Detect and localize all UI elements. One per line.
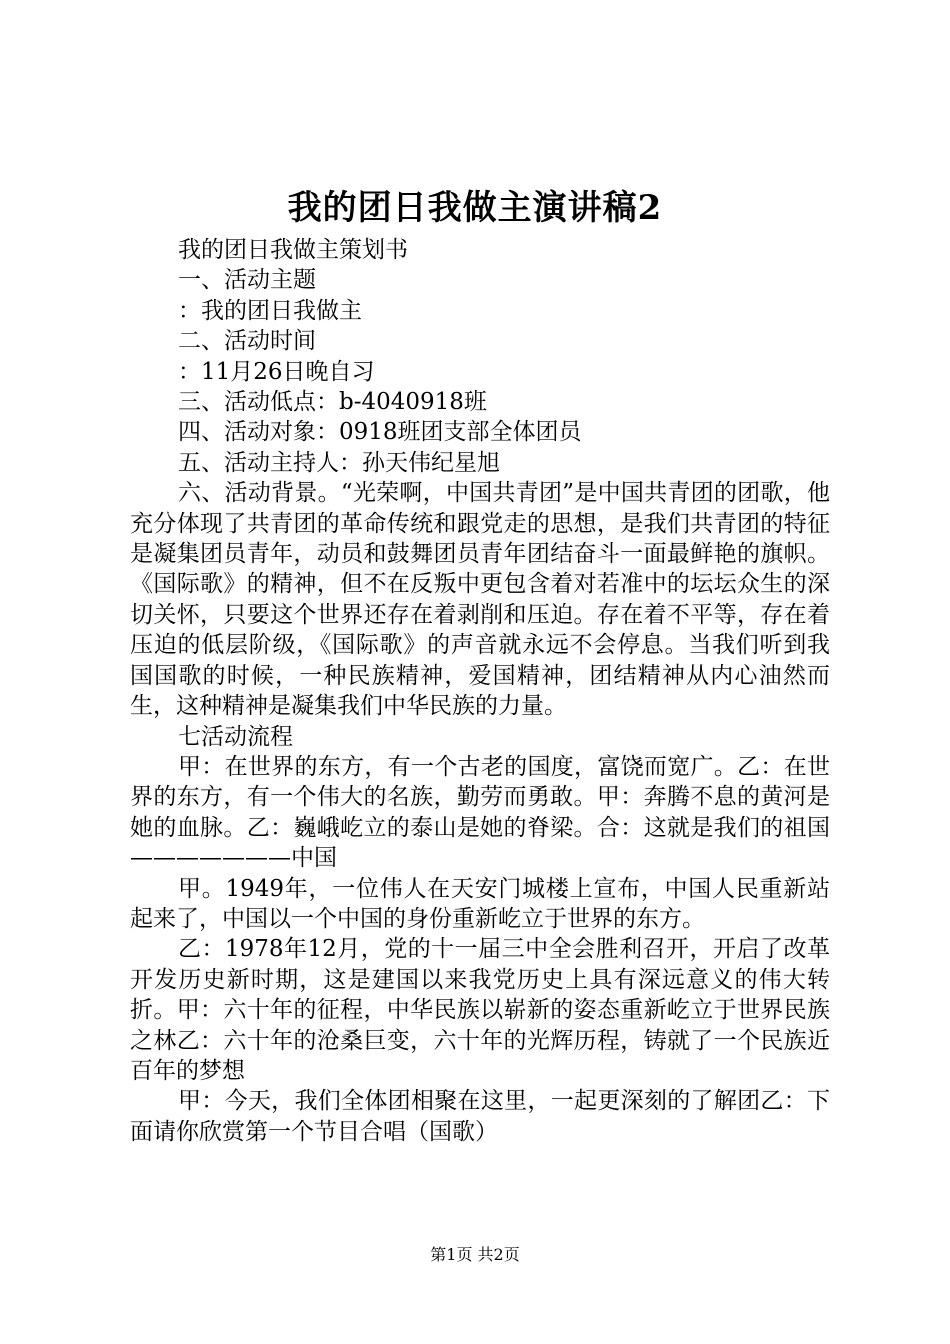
paragraph-background: 六、活动背景。“光荣啊，中国共青团”是中国共青团的团歌，他充分体现了共青团的革命传统和跟党走的思想，是我们共青团的特征是凝集团员青年，动员和鼓舞团员青年团结奋斗一面最鲜艳的旗帜。《国际歌》的精神，但不在反叛中更包含着对若准中的坛坛众生的深切关怀，只要这个世界还存在着剥削和压迫。存在着不平等，存在着压迫的低层阶级，《国际歌》的声音就永远不会停息。当我们听到我国国歌的时候，一种民族精神，爱国精神，团结精神从内心油然而生，这种精神是凝集我们中华民族的力量。	[130, 480, 830, 720]
section-hosts: 五、活动主持人：孙天伟纪星旭	[178, 449, 500, 476]
plan-heading: 我的团日我做主策划书	[178, 237, 408, 263]
section-time-value: ：11月26日晚自习	[178, 358, 375, 385]
paragraph-dialogue-3: 乙：1978年12月，党的十一届三中全会胜利召开，开启了改革开发历史新时期，这是建国以来我党历史上具有深远意义的伟大转折。甲：六十年的征程，中华民族以崭新的姿态重新屹立于世界民族之林乙：六十年的沧桑巨变，六十年的光辉历程，铸就了一个民族近百年的梦想	[130, 936, 830, 1084]
section-location: 三、活动低点：b-4040918班	[178, 389, 487, 416]
document-title: 我的团日我做主演讲稿2	[287, 188, 663, 228]
document-body	[130, 235, 830, 1147]
paragraph-dialogue-4: 甲：今天，我们全体团相聚在这里，一起更深刻的了解团乙：下面请你欣赏第一个节目合唱（国歌）	[130, 1088, 830, 1145]
section-process-heading: 七活动流程	[178, 723, 293, 750]
section-theme-value: ：我的团日我做主	[178, 297, 362, 324]
section-theme-heading: 一、活动主题	[178, 267, 316, 294]
page-footer: 第1页 共2页	[430, 1245, 520, 1264]
paragraph-dialogue-2: 甲。1949年，一位伟人在天安门城楼上宣布，中国人民重新站起来了，中国以一个中国的身份重新屹立于世界的东方。	[130, 875, 830, 932]
paragraph-dialogue-1: 甲：在世界的东方，有一个古老的国度，富饶而宽广。乙：在世界的东方，有一个伟大的名族，勤劳而勇敢。甲：奔腾不息的黄河是她的血脉。乙：巍峨屹立的泰山是她的脊梁。合：这就是我们的祖国———————中国	[130, 753, 830, 872]
section-audience: 四、活动对象：0918班团支部全体团员	[178, 419, 582, 446]
section-time-heading: 二、活动时间	[178, 328, 316, 355]
